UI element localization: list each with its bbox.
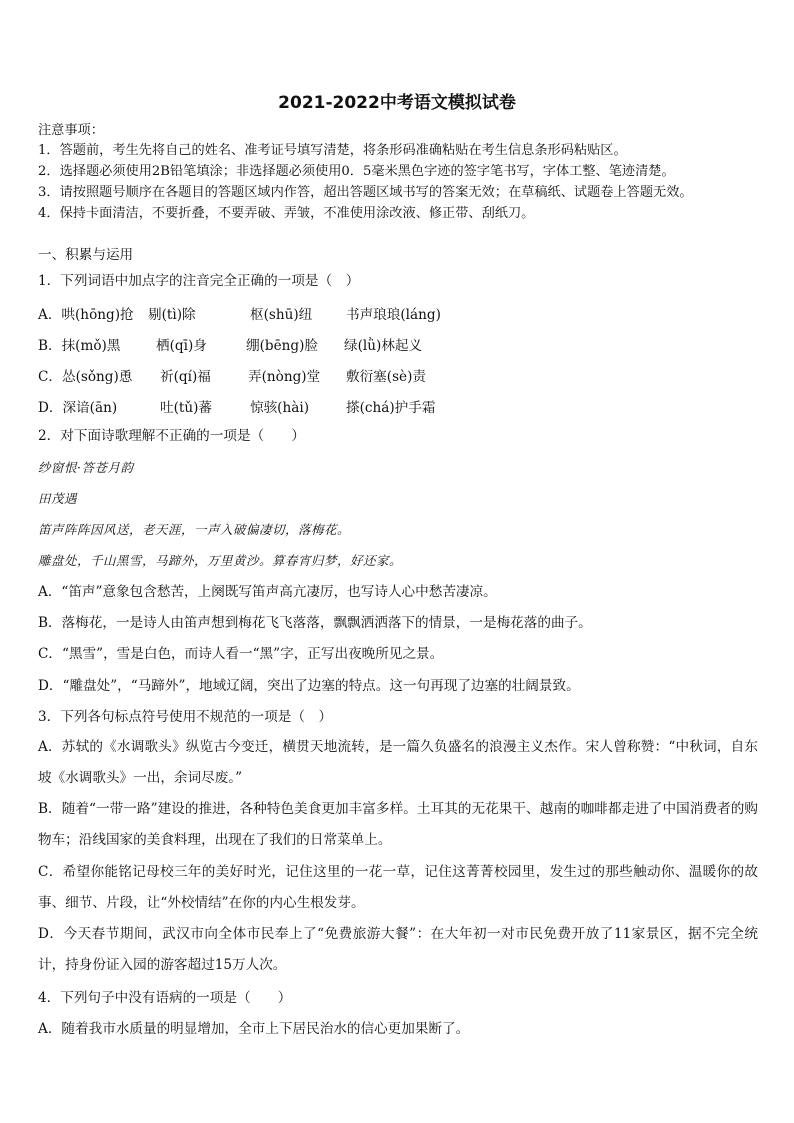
notice-item: 3．请按照题号顺序在各题目的答题区域内作答，超出答题区域书写的答案无效；在草稿纸、试题卷上答题无效。 <box>38 185 693 200</box>
q1-option-term: 绷(bēng)脸 <box>246 338 318 354</box>
q2-option: A．“笛声”意象包含愁苦，上阕既写笛声高亢凄厉，也写诗人心中愁苦凄凉。 <box>38 584 497 600</box>
notice-item: 2．选择题必须使用2B铅笔填涂；非选择题必须使用0．5毫米黑色字迹的签字笔书写，字体工整、笔迹清楚。 <box>38 164 675 179</box>
q3-option: D．今天春节期间，武汉市向全体市民奉上了“免费旅游大餐”：在大年初一对市民免费开放了11家景区，据不完全统计，持身份证入园的游客超过15万人次。 <box>38 926 758 973</box>
q1-option-term: 弄(nòng)堂 <box>248 369 321 385</box>
question-stem: 4．下列句子中没有语病的一项是（ ） <box>38 990 292 1006</box>
poem-title: 纱窗恨·答苍月韵 <box>38 460 134 475</box>
q1-option-term: 枢(shū)纽 <box>250 307 313 323</box>
q1-option-term: A．哄(hōng)抢 <box>38 307 134 323</box>
poem-line: 笛声阵阵因风送，老天涯，一声入破偏凄切，落梅花。 <box>38 522 351 537</box>
question-stem: 1．下列词语中加点字的注音完全正确的一项是（ ） <box>38 273 360 289</box>
section-heading: 一、积累与运用 <box>38 247 134 263</box>
q1-option-term: C．怂(sǒng)恿 <box>38 369 133 385</box>
page-title: 2021-2022中考语文模拟试卷 <box>278 93 516 113</box>
poem-author: 田茂遇 <box>38 491 78 506</box>
q1-option-term: 吐(tǔ)蕃 <box>160 400 213 416</box>
notice-item: 4．保持卡面清洁，不要折叠，不要弄破、弄皱，不准使用涂改液、修正带、刮纸刀。 <box>38 206 535 221</box>
q1-option-term: D．深谙(ān) <box>38 400 118 416</box>
q1-option-term: 书声琅琅(láng) <box>346 307 441 323</box>
question-stem: 3．下列各句标点符号使用不规范的一项是（ ） <box>38 709 333 725</box>
q3-option: C．希望你能铭记母校三年的美好时光，记住这里的一花一草，记住这菁菁校园里，发生过的那些触动你、温暖你的故事、细节、片段，让“外校情结”在你的内心生根发芽。 <box>38 864 758 911</box>
q1-option-term: 剔(tì)除 <box>148 307 196 323</box>
question-stem: 2．对下面诗歌理解不正确的一项是（ ） <box>38 428 305 444</box>
q3-option: A．苏轼的《水调歌头》纵览古今变迁，横贯天地流转，是一篇久负盛名的浪漫主义杰作。宋人曾称赞：“中秋词，自东坡《水调歌头》一出，余词尽废。” <box>38 739 758 786</box>
notice-item: 1．答题前，考生先将自己的姓名、准考证号填写清楚，将条形码准确粘贴在考生信息条形码粘贴区。 <box>38 143 627 158</box>
q3-option: B．随着“一带一路”建设的推进，各种特色美食更加丰富多样。土耳其的无花果干、越南的咖啡都走进了中国消费者的购物车；沿线国家的美食料理，出现在了我们的日常菜单上。 <box>38 801 758 848</box>
q1-option-term: 绿(lǜ)林起义 <box>344 338 423 354</box>
q2-option: B．落梅花，一是诗人由笛声想到梅花飞飞落落，飘飘洒洒落下的情景，一是梅花落的曲子。 <box>38 615 592 631</box>
q1-option-term: 惊骇(hài) <box>250 400 310 416</box>
q1-option-term: 栖(qī)身 <box>156 338 207 354</box>
q1-option-term: B．抹(mǒ)黑 <box>38 338 121 354</box>
q1-option-term: 敷衍塞(sè)责 <box>346 369 427 385</box>
q1-option-term: 搽(chá)护手霜 <box>346 400 436 416</box>
q4-option: A．随着我市水质量的明显增加，全市上下居民治水的信心更加果断了。 <box>38 1021 470 1037</box>
poem-line: 雕盘处，千山黑雪，马蹄外，万里黄沙。算春宵归梦，好还家。 <box>38 553 403 568</box>
notice-heading: 注意事项： <box>38 123 104 138</box>
q2-option: D．“雕盘处”，“马蹄外”，地域辽阔，突出了边塞的特点。这一句再现了边塞的壮阔景致。 <box>38 678 580 694</box>
q2-option: C．“黑雪”，雪是白色，而诗人看一“黑”字，正写出夜晚所见之景。 <box>38 646 444 662</box>
q1-option-term: 祈(qí)福 <box>160 369 211 385</box>
